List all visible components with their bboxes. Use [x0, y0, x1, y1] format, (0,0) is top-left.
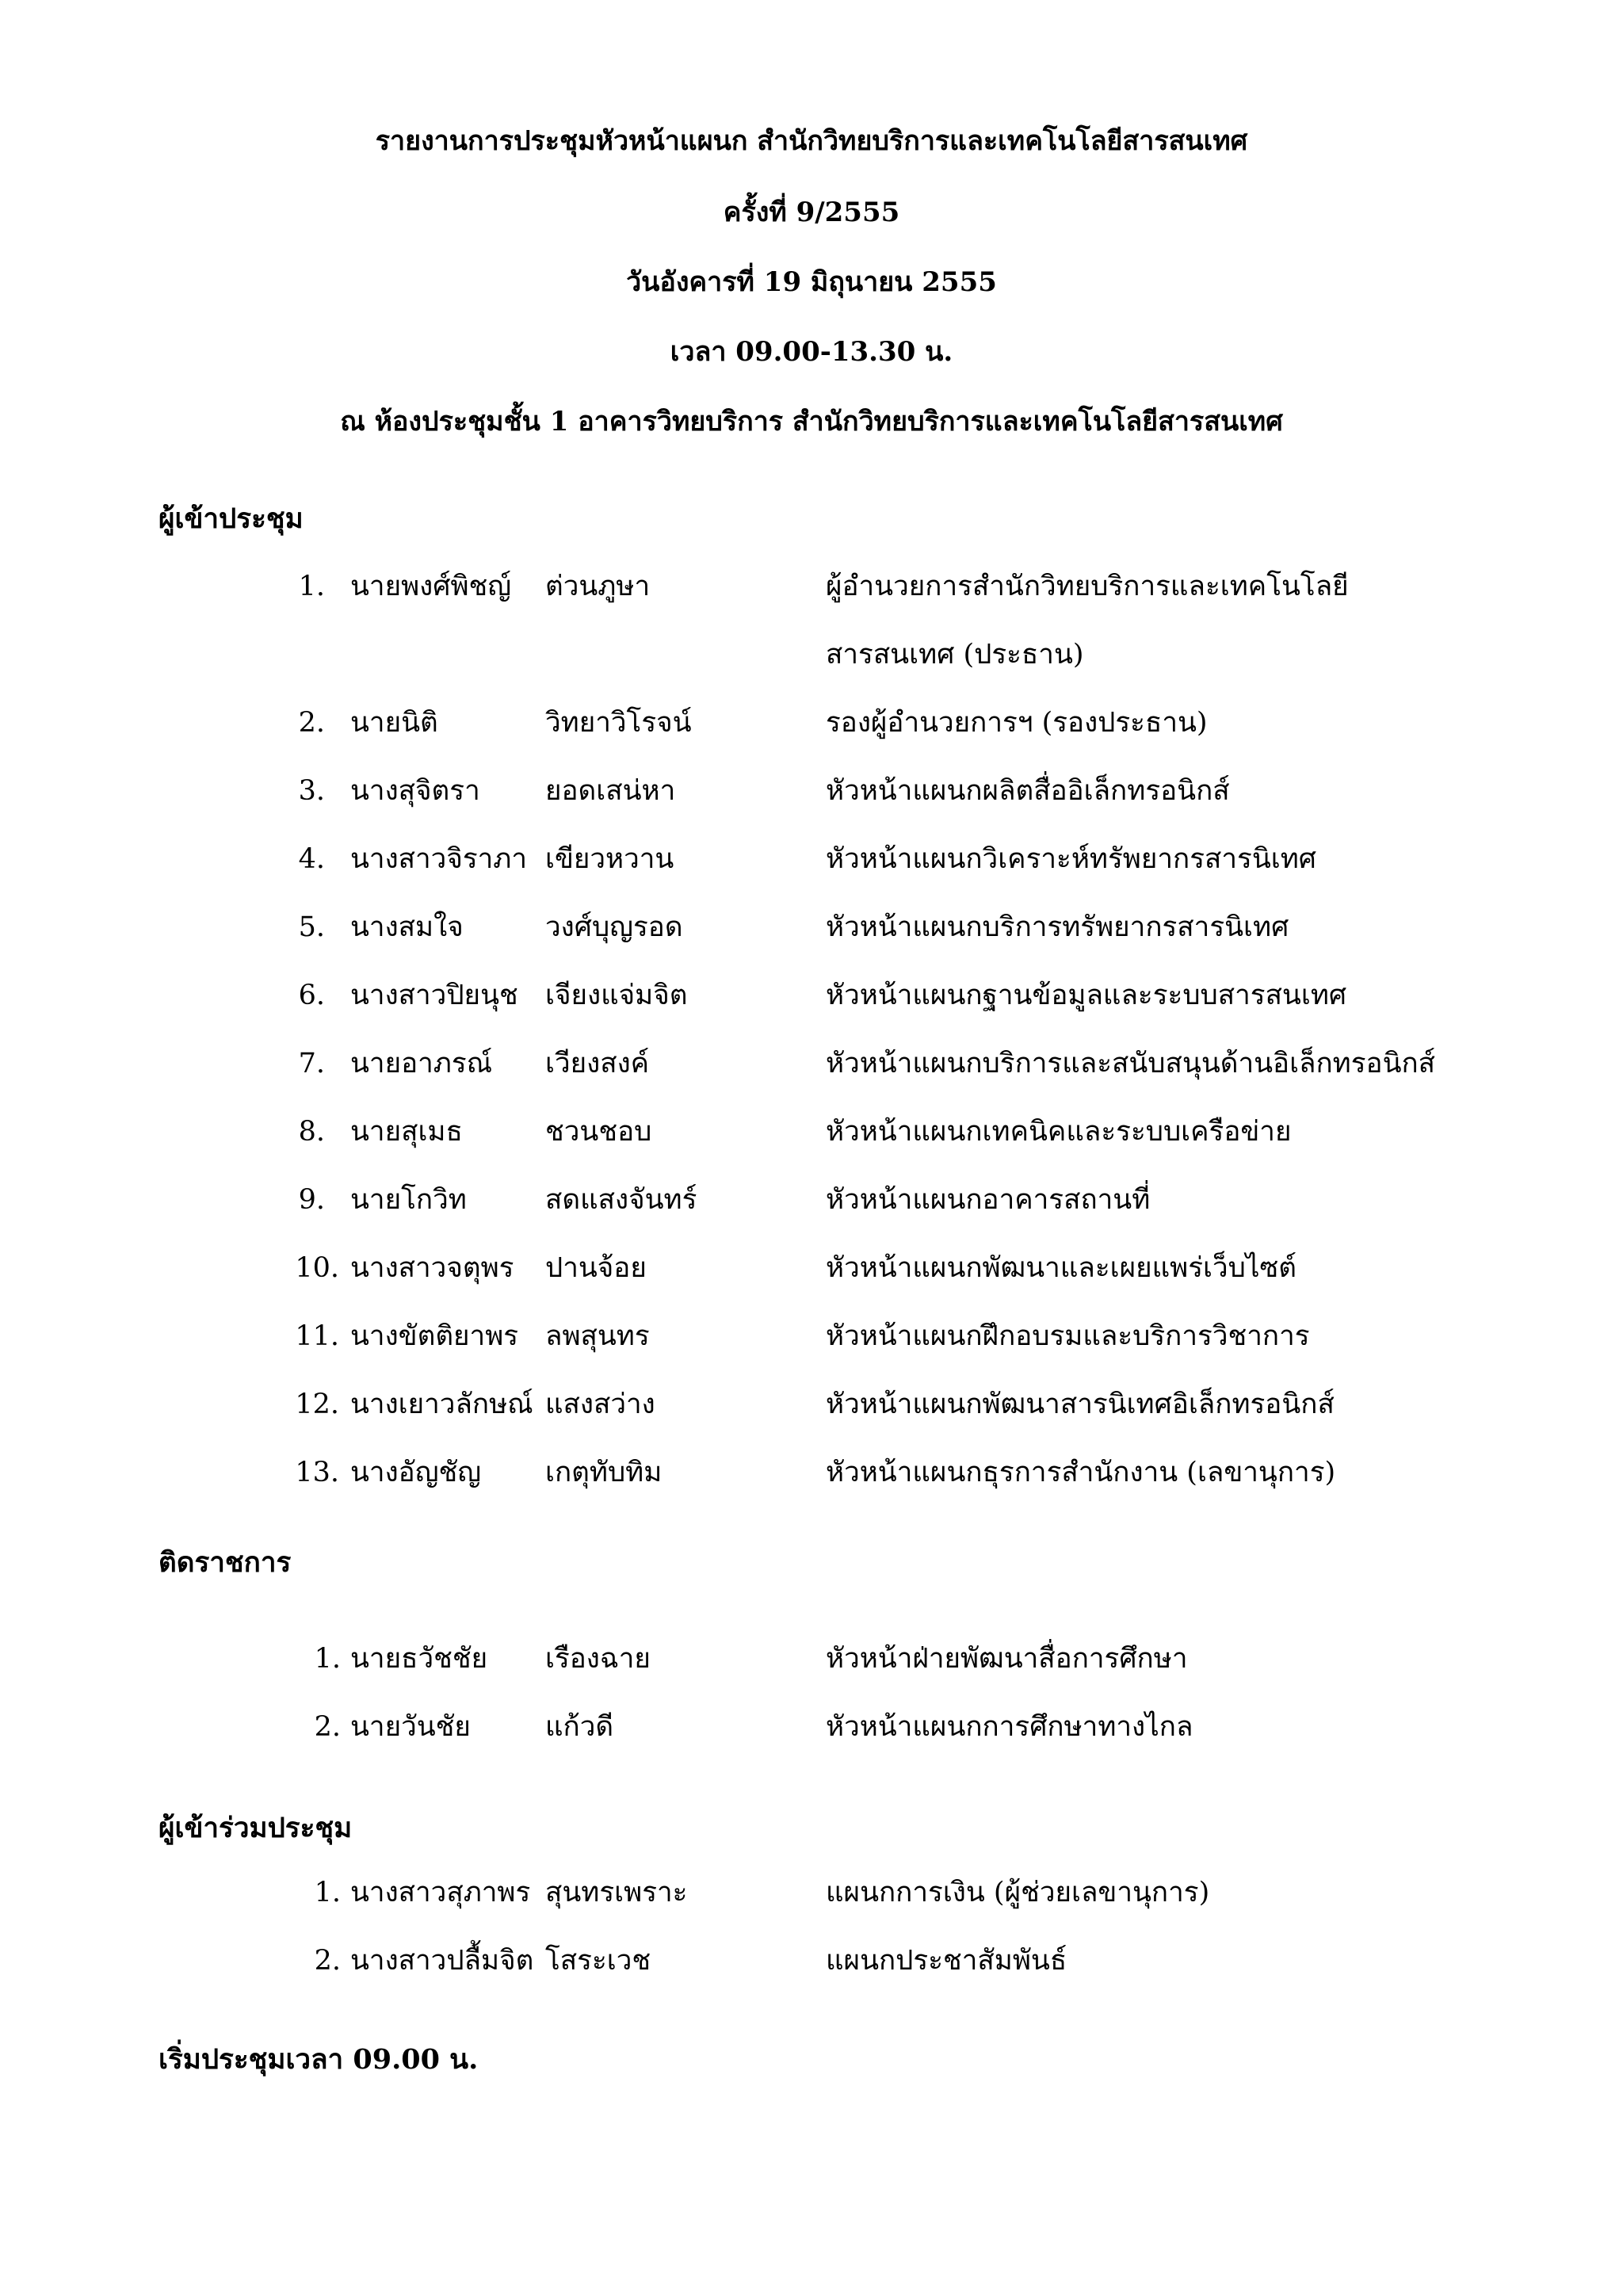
position-title: หัวหน้าฝ่ายพัฒนาสื่อการศึกษา — [826, 1643, 1188, 1675]
first-name: นายนิติ — [350, 707, 438, 739]
row-number: 5. — [298, 911, 325, 943]
last-name: ชวนชอบ — [545, 1116, 652, 1148]
attendee-row — [0, 1453, 1623, 1492]
first-name: นางสาวจิราภา — [350, 843, 528, 875]
last-name: แสงสว่าง — [545, 1389, 655, 1420]
position-title: หัวหน้าแผนกธุรการสำนักงาน (เลขานุการ) — [826, 1457, 1336, 1488]
row-number: 9. — [298, 1184, 325, 1216]
attendee-row — [0, 839, 1623, 879]
first-name: นายสุเมธ — [350, 1116, 463, 1148]
position-title: หัวหน้าแผนกอาคารสถานที่ — [826, 1184, 1151, 1216]
position-title: หัวหน้าแผนกบริการทรัพยากรสารนิเทศ — [826, 911, 1289, 943]
attendee-row — [0, 567, 1623, 606]
position-title: หัวหน้าแผนกพัฒนาสารนิเทศอิเล็กทรอนิกส์ — [826, 1389, 1335, 1420]
first-name: นางสมใจ — [350, 911, 464, 943]
absent-row — [0, 1639, 1623, 1679]
position-title: หัวหน้าแผนกบริการและสนับสนุนด้านอิเล็กทรอนิกส์ — [826, 1048, 1436, 1079]
attendee-row — [0, 703, 1623, 743]
attendee-row — [0, 1112, 1623, 1152]
row-number: 3. — [298, 775, 325, 807]
last-name: วงศ์บุญรอด — [545, 911, 683, 943]
guest-row — [0, 1941, 1623, 1981]
position-title: หัวหน้าแผนกเทคนิคและระบบเครือข่าย — [826, 1116, 1292, 1148]
row-number: 8. — [298, 1116, 325, 1148]
first-name: นางสาวปิยนุช — [350, 980, 518, 1011]
attendee-row — [0, 1180, 1623, 1220]
first-name: นายวันชัย — [350, 1711, 471, 1743]
row-number: 1. — [298, 571, 325, 602]
last-name: เรืองฉาย — [545, 1643, 651, 1675]
first-name: นายอาภรณ์ — [350, 1048, 493, 1079]
last-name: สดแสงจันทร์ — [545, 1184, 697, 1216]
position-title: ผู้อำนวยการสำนักวิทยบริการและเทคโนโลยี — [826, 571, 1349, 602]
row-number: 12. — [295, 1389, 339, 1420]
last-name: ต่วนภูษา — [545, 571, 651, 602]
last-name: เวียงสงค์ — [545, 1048, 650, 1079]
position-title: แผนกการเงิน (ผู้ช่วยเลขานุการ) — [826, 1877, 1210, 1908]
last-name: เจียงแจ่มจิต — [545, 980, 688, 1011]
meeting-date: วันอังคารที่ 19 มิถุนายน 2555 — [626, 266, 997, 298]
last-name: ลพสุนทร — [545, 1320, 650, 1352]
attendee-row — [0, 1248, 1623, 1288]
first-name: นายพงศ์พิชญ์ — [350, 571, 512, 602]
absent-row — [0, 1707, 1623, 1747]
last-name: วิทยาวิโรจน์ — [545, 707, 692, 739]
first-name: นางสาวสุภาพร — [350, 1877, 531, 1908]
last-name: โสระเวช — [545, 1945, 651, 1977]
row-number: 1. — [314, 1877, 341, 1908]
guest-row — [0, 1873, 1623, 1912]
row-number: 2. — [298, 707, 325, 739]
first-name: นางอัญชัญ — [350, 1457, 482, 1488]
attendee-row — [0, 1385, 1623, 1424]
first-name: นางขัตติยาพร — [350, 1320, 519, 1352]
position-title: หัวหน้าแผนกการศึกษาทางไกล — [826, 1711, 1193, 1743]
attendees-heading: ผู้เข้าประชุม — [158, 502, 304, 535]
first-name: นางสาวปลื้มจิต — [350, 1945, 534, 1977]
report-title: รายงานการประชุมหัวหน้าแผนก สำนักวิทยบริการและเทคโนโลยีสารสนเทศ — [375, 125, 1248, 157]
first-name: นายโกวิท — [350, 1184, 467, 1216]
first-name: นายธวัชชัย — [350, 1643, 488, 1675]
position-title: หัวหน้าแผนกวิเคราะห์ทรัพยากรสารนิเทศ — [826, 843, 1316, 875]
position-title: หัวหน้าแผนกฐานข้อมูลและระบบสารสนเทศ — [826, 980, 1347, 1011]
row-number: 4. — [298, 843, 325, 875]
attendee-row — [0, 907, 1623, 947]
position-title: แผนกประชาสัมพันธ์ — [826, 1945, 1067, 1977]
row-number: 7. — [298, 1048, 325, 1079]
first-name: นางสุจิตรา — [350, 775, 480, 807]
attendee-row — [0, 1316, 1623, 1356]
row-number: 2. — [314, 1945, 341, 1977]
row-number: 1. — [314, 1643, 341, 1675]
position-title: หัวหน้าแผนกพัฒนาและเผยแพร่เว็บไซต์ — [826, 1252, 1296, 1284]
position-title: รองผู้อำนวยการฯ (รองประธาน) — [826, 707, 1208, 739]
absent-heading: ติดราชการ — [158, 1546, 292, 1579]
first-name: นางเยาวลักษณ์ — [350, 1389, 533, 1420]
meeting-number: ครั้งที่ 9/2555 — [723, 197, 900, 228]
last-name: ยอดเสน่หา — [545, 775, 676, 807]
last-name: เกตุทับทิม — [545, 1457, 663, 1488]
row-number: 2. — [314, 1711, 341, 1743]
attendee-row — [0, 976, 1623, 1015]
position-title: หัวหน้าแผนกผลิตสื่ออิเล็กทรอนิกส์ — [826, 775, 1230, 807]
position-title-continued: สารสนเทศ (ประธาน) — [826, 639, 1084, 670]
guests-heading: ผู้เข้าร่วมประชุม — [158, 1812, 353, 1844]
last-name: แก้วดี — [545, 1711, 614, 1743]
meeting-time: เวลา 09.00-13.30 น. — [670, 336, 953, 368]
first-name: นางสาวจตุพร — [350, 1252, 514, 1284]
attendee-row — [0, 1044, 1623, 1083]
meeting-start-time: เริ่มประชุมเวลา 09.00 น. — [158, 2043, 479, 2076]
row-number: 13. — [295, 1457, 339, 1488]
row-number: 10. — [295, 1252, 339, 1284]
position-title: หัวหน้าแผนกฝึกอบรมและบริการวิชาการ — [826, 1320, 1310, 1352]
last-name: ปานจ้อย — [545, 1252, 647, 1284]
meeting-location: ณ ห้องประชุมชั้น 1 อาคารวิทยบริการ สำนักวิทยบริการและเทคโนโลยีสารสนเทศ — [340, 406, 1283, 437]
row-number: 11. — [295, 1320, 339, 1352]
attendee-row — [0, 771, 1623, 811]
last-name: เขียวหวาน — [545, 843, 674, 875]
row-number: 6. — [298, 980, 325, 1011]
last-name: สุนทรเพราะ — [545, 1877, 688, 1908]
